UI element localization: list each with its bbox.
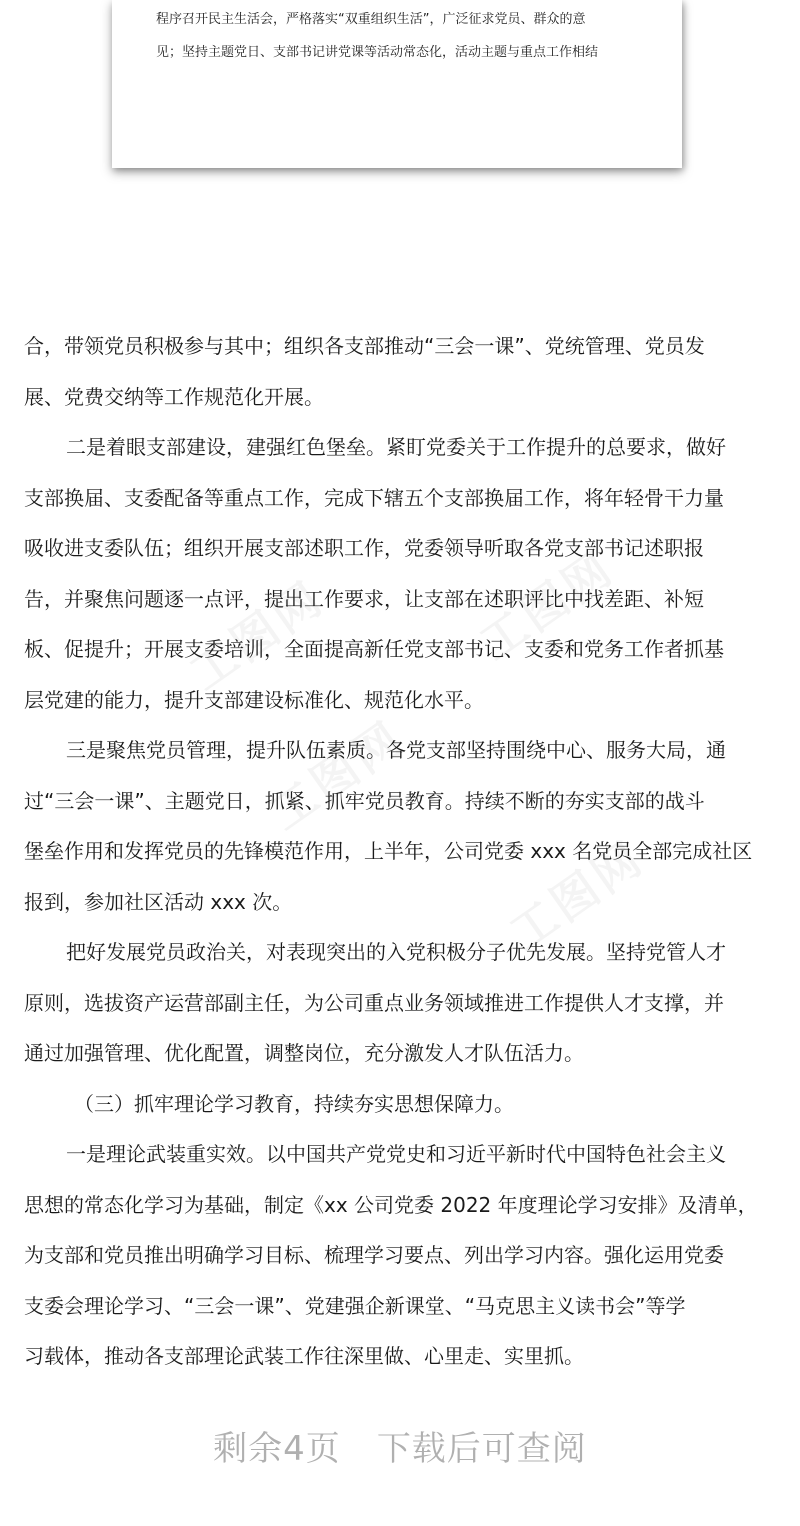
paragraph-line: 展、党费交纳等工作规范化开展。 <box>24 384 324 409</box>
paragraph-line: 支部换届、支委配备等重点工作，完成下辖五个支部换届工作，将年轻骨干力量 <box>24 485 724 510</box>
paragraph-line: 习载体，推动各支部理论武装工作往深里做、心里走、实里抓。 <box>24 1344 584 1368</box>
paragraph-line: 原则，选拔资产运营部副主任，为公司重点业务领域推进工作提供人才支撑，并 <box>24 990 724 1015</box>
preview-line-2: 见；坚持主题党日、支部书记讲党课等活动常态化，活动主题与重点工作相结 <box>156 45 599 60</box>
paragraph-line: 报到，参加社区活动 xxx 次。 <box>24 889 293 914</box>
paragraph-line: 板、促提升；开展支委培训，全面提高新任党支部书记、支委和党务工作者抓基 <box>24 637 724 661</box>
paragraph-line: 层党建的能力，提升支部建设标准化、规范化水平。 <box>24 687 484 712</box>
paragraph-line: 堡垒作用和发挥党员的先锋模范作用，上半年，公司党委 xxx 名党员全部完成社区 <box>24 839 753 863</box>
download-prompt[interactable] <box>0 1421 800 1470</box>
paragraph-line: 二是着眼支部建设，建强红色堡垒。紧盯党委关于工作提升的总要求，做好 <box>66 435 726 459</box>
paragraph-line: 过“三会一课”、主题党日，抓紧、抓牢党员教育。持续不断的夯实支部的战斗 <box>24 788 705 813</box>
download-to-read-label[interactable]: 下载后可查阅 <box>376 1429 587 1469</box>
paragraph-line: 把好发展党员政治关，对表现突出的入党积极分子优先发展。坚持党管人才 <box>66 940 726 964</box>
paragraph-line: 告，并聚焦问题逐一点评，提出工作要求，让支部在述职评比中找差距、补短 <box>24 586 704 611</box>
preview-page-card <box>112 0 682 168</box>
paragraph-line: 合，带领党员积极参与其中；组织各支部推动“三会一课”、党统管理、党员发 <box>24 334 705 358</box>
section-heading: （三）抓牢理论学习教育，持续夯实思想保障力。 <box>74 1091 514 1116</box>
document-body <box>24 321 780 1382</box>
preview-line-1: 程序召开民主生活会，严格落实“双重组织生活”，广泛征求党员、群众的意 <box>156 12 586 27</box>
paragraph-line: 一是理论武装重实效。以中国共产党党史和习近平新时代中国特色社会主义 <box>66 1142 726 1166</box>
paragraph-line: 为支部和党员推出明确学习目标、梳理学习要点、列出学习内容。强化运用党委 <box>24 1243 724 1267</box>
remaining-pages-label: 剩余4页 <box>213 1429 341 1469</box>
paragraph-line: 通过加强管理、优化配置，调整岗位，充分激发人才队伍活力。 <box>24 1041 584 1065</box>
paragraph-line: 思想的常态化学习为基础，制定《xx 公司党委 2022 年度理论学习安排》及清单， <box>24 1192 758 1217</box>
paragraph-line: 三是聚焦党员管理，提升队伍素质。各党支部坚持围绕中心、服务大局，通 <box>66 738 726 762</box>
paragraph-line: 支委会理论学习、“三会一课”、党建强企新课堂、“马克思主义读书会”等学 <box>24 1293 686 1318</box>
paragraph-line: 吸收进支委队伍；组织开展支部述职工作，党委领导听取各党支部书记述职报 <box>24 536 704 560</box>
